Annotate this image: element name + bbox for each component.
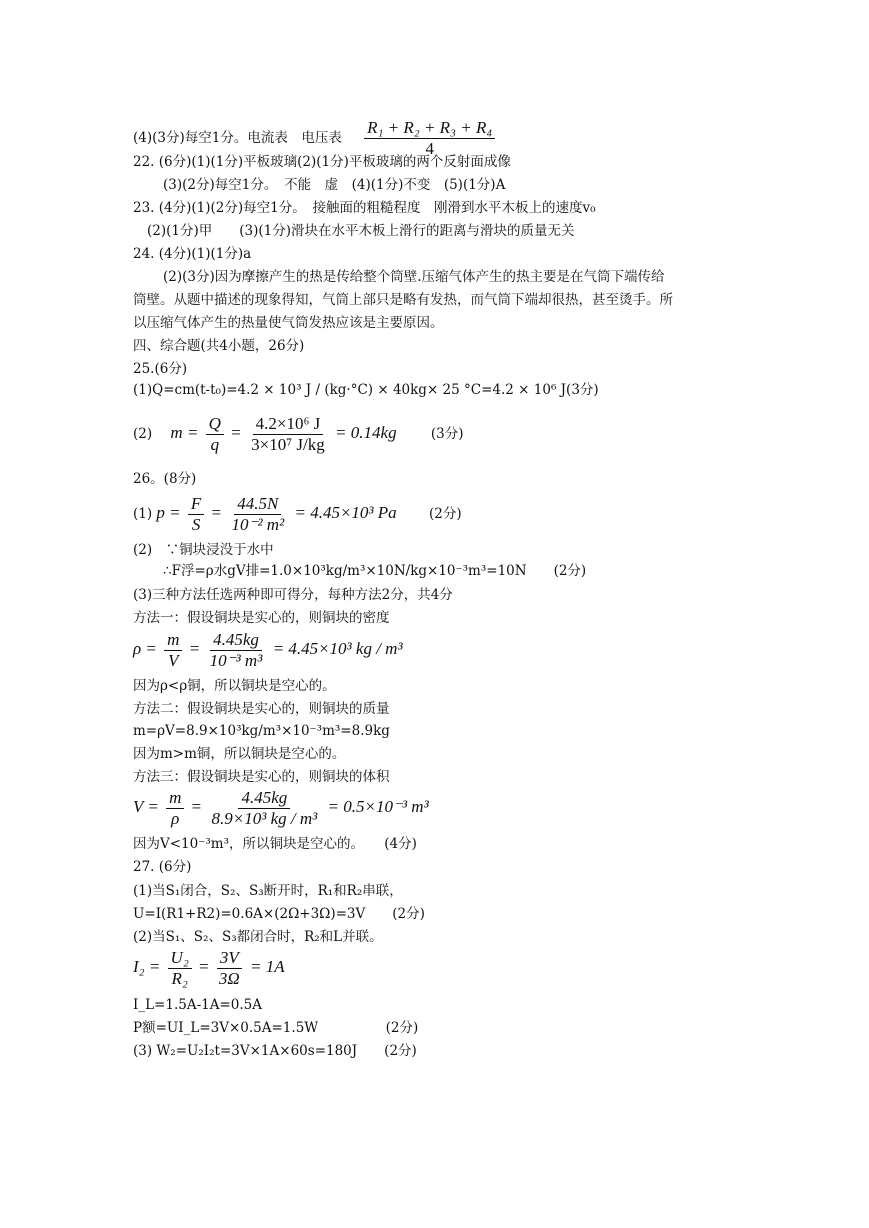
fraction-numerator: 4.2×10⁶ J [253, 414, 324, 435]
method-1-conclusion: 因为ρ<ρ铜，所以铜块是空心的。 [133, 678, 336, 694]
fraction-denominator: V [168, 651, 179, 670]
q26-part-3: (3)三种方法任选两种即可得分，每种方法2分，共4分 [133, 587, 453, 603]
fraction-numerator: 4.45kg [210, 630, 262, 651]
section-4-heading: 四、综合题(共4小题，26分) [133, 338, 305, 354]
q25-part-2 [133, 414, 464, 455]
fraction-numerator: m [164, 630, 182, 651]
formula-fraction-2 [228, 494, 287, 535]
q23-line-2: (2)(1分)甲 (3)(1分)滑块在水平木板上滑行的距离与滑块的质量无关 [147, 223, 575, 239]
q27-heading: 27. (6分) [133, 859, 192, 875]
fraction-denominator: 3×10⁷ J/kg [251, 435, 325, 454]
fraction-numerator: 44.5N [234, 494, 281, 515]
q27-part-2-line-3: I_L=1.5A-1A=0.5A [133, 997, 263, 1013]
formula-fraction-1 [164, 630, 182, 671]
points: (3分) [430, 426, 464, 442]
q26-heading: 26。(8分) [133, 471, 197, 487]
formula-fraction-1 [168, 948, 192, 989]
formula-fraction-2 [209, 788, 321, 829]
q25-part-1: (1)Q=cm(t-t₀)=4.2 × 10³ J / (kg·°C) × 40kg× 25 °C=4.2 × 10⁶ J(3分) [133, 382, 599, 398]
formula-lhs: ρ = [133, 639, 162, 658]
q22-line-2: (3)(2分)每空1分。 不能 虚 (4)(1分)不变 (5)(1分)A [163, 177, 506, 193]
fraction-denominator: q [210, 435, 220, 454]
fraction-numerator: Q [206, 414, 224, 435]
method-3-formula [133, 788, 429, 829]
formula-result: = 4.45×10³ kg / m³ [272, 639, 403, 658]
method-3-conclusion: 因为V<10⁻³m³，所以铜块是空心的。 (4分) [133, 836, 417, 852]
fraction-denominator: S [191, 515, 201, 534]
method-1-formula [133, 630, 403, 671]
q27-part-3: (3) W₂=U₂I₂t=3V×1A×60s=180J (2分) [133, 1043, 417, 1059]
fraction-denominator: 10⁻² m² [231, 515, 285, 534]
equals-sign: = [189, 639, 200, 658]
formula-lhs: m = [170, 423, 203, 442]
equals-sign: = [199, 957, 209, 976]
q26-part-1 [133, 494, 462, 535]
formula-fraction-1 [166, 788, 184, 829]
equals-sign: = [231, 423, 241, 442]
method-3-heading: 方法三：假设铜块是实心的，则铜块的体积 [133, 769, 390, 785]
formula-fraction-2 [207, 630, 266, 671]
fraction-numerator: R₁ + R₂ + R₃ + R₄ [364, 118, 495, 139]
formula-lhs: I₂ = [133, 957, 165, 976]
q27-part-2-line-1: (2)当S₁、S₂、S₃都闭合时，R₂和L并联。 [133, 929, 383, 945]
formula-result: = 1A [250, 957, 285, 976]
formula-fraction-2 [248, 414, 328, 455]
fraction-numerator: m [166, 788, 184, 809]
q27-part-2-line-4: P额=UI_L=3V×0.5A=1.5W (2分) [133, 1020, 419, 1036]
fraction-numerator: U₂ [168, 948, 192, 969]
q27-part-1-line-2: U=I(R1+R2)=0.6A×(2Ω+3Ω)=3V (2分) [133, 906, 425, 922]
equals-sign: = [191, 797, 202, 816]
points: (2分) [428, 506, 462, 522]
q26-part-2-line-2: ∴F浮=ρ水gV排=1.0×10³kg/m³×10N/kg×10⁻³m³=10N (2分) [163, 563, 587, 579]
part-label: (1) [133, 506, 153, 522]
q21-4-text: (4)(3分)每空1分。电流表 电压表 [133, 130, 342, 146]
fraction-numerator: 4.45kg [238, 788, 290, 809]
method-2-heading: 方法二：假设铜块是实心的，则铜块的质量 [133, 701, 390, 717]
q27-part-1-line-1: (1)当S₁闭合，S₂、S₃断开时，R₁和R₂串联， [133, 883, 403, 899]
method-2-conclusion: 因为m>m铜，所以铜块是空心的。 [133, 746, 346, 762]
fraction-denominator: ρ [171, 809, 180, 828]
method-1-heading: 方法一：假设铜块是实心的，则铜块的密度 [133, 610, 390, 626]
fraction-denominator: 10⁻³ m³ [209, 651, 263, 670]
formula-result: = 0.14kg [335, 423, 397, 442]
fraction-denominator: 8.9×10³ kg / m³ [211, 809, 318, 828]
q26-part-2-line-1: (2) ∵铜块浸没于水中 [133, 542, 274, 558]
formula-fraction-1 [188, 494, 204, 535]
fraction-denominator: R₂ [171, 969, 188, 988]
q27-part-2-formula [133, 948, 285, 989]
q24-line-1: 24. (4分)(1)(1分)a [133, 246, 252, 262]
fraction-numerator: 3V [217, 948, 242, 969]
fraction-denominator: 4 [425, 139, 434, 158]
q25-heading: 25.(6分) [133, 361, 188, 377]
q24-line-3: 筒壁。从题中描述的现象得知，气筒上部只是略有发热，而气筒下端却很热，甚至烫手。所 [133, 292, 673, 308]
formula-result: = 4.45×10³ Pa [294, 503, 397, 522]
formula-fraction-2 [216, 948, 243, 989]
q24-line-4: 以压缩气体产生的热量使气筒发热应该是主要原因。 [133, 315, 444, 331]
fraction-numerator: F [188, 494, 204, 515]
part-label: (2) [133, 426, 153, 442]
q24-line-2: (2)(3分)因为摩擦产生的热是传给整个筒壁.压缩气体产生的热主要是在气筒下端传给 [163, 269, 665, 285]
q22-line-1: 22. (6分)(1)(1分)平板玻璃(2)(1分)平板玻璃的两个反射面成像 [133, 154, 511, 170]
formula-fraction-1 [206, 414, 224, 455]
equals-sign: = [211, 503, 222, 522]
formula-result: = 0.5×10⁻³ m³ [327, 797, 429, 816]
q23-line-1: 23. (4分)(1)(2分)每空1分。 接触面的粗糙程度 刚滑到水平木板上的速度v₀ [133, 200, 596, 216]
formula-lhs: V = [133, 797, 164, 816]
method-2-formula: m=ρV=8.9×10³kg/m³×10⁻³m³=8.9kg [133, 723, 390, 739]
formula-lhs: p = [156, 503, 185, 522]
fraction-denominator: 3Ω [218, 969, 240, 988]
